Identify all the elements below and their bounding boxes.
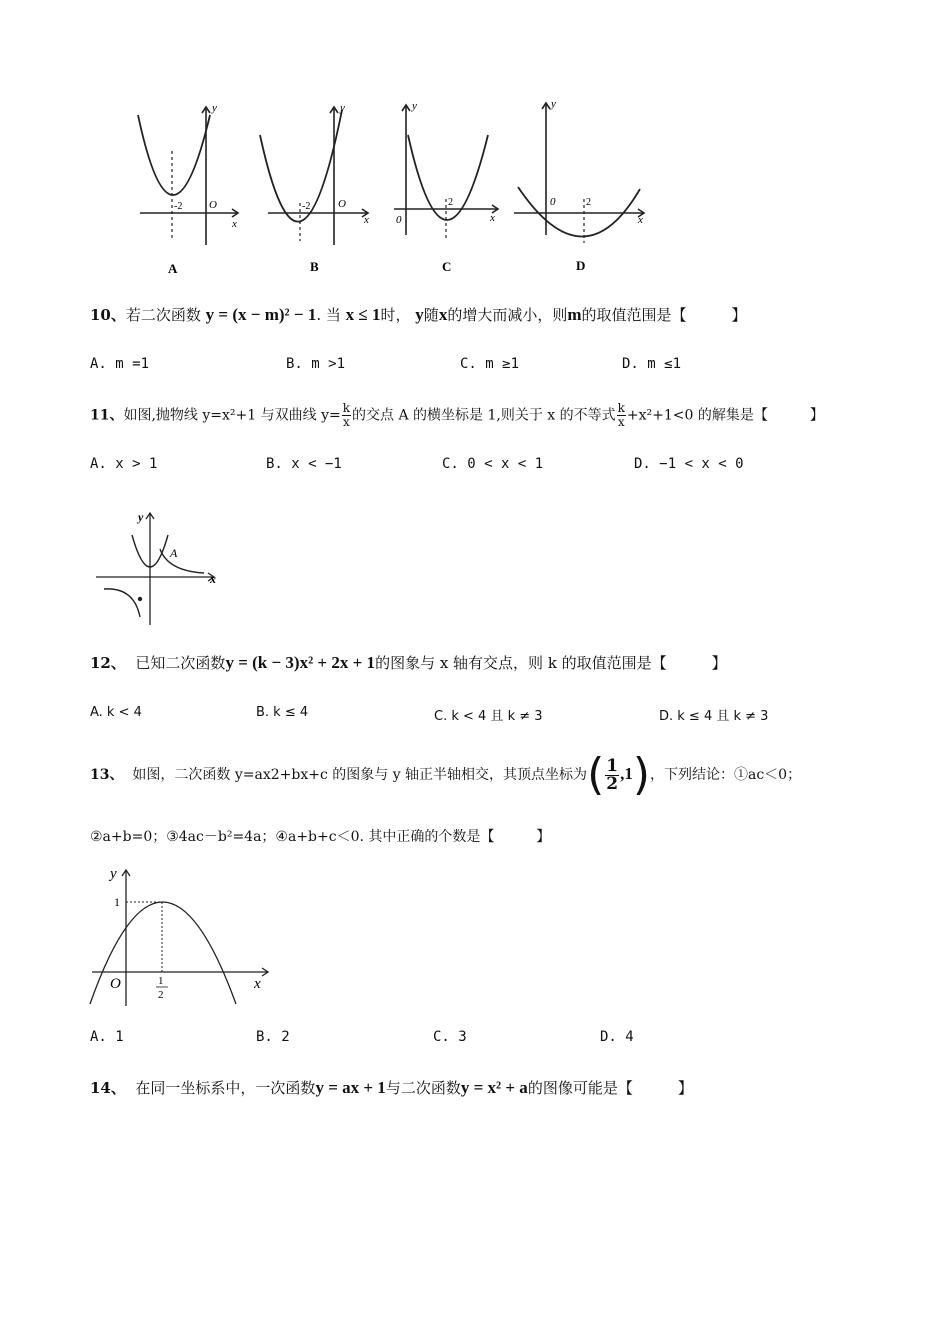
q13-option-a[interactable]: A. 1 <box>90 1029 124 1045</box>
q11-option-b[interactable]: B. x < −1 <box>266 456 342 472</box>
fig-c-x: x <box>490 212 495 224</box>
q13-fig-y: y <box>110 866 117 882</box>
q11-fraction-2 <box>617 402 626 429</box>
q10-var-x: x <box>438 305 448 324</box>
q13-fig-half-num: 1 <box>158 975 164 987</box>
q11-frac2-num: k <box>617 401 625 415</box>
q13-option-d[interactable]: D. 4 <box>600 1029 634 1045</box>
q10-var-m: m <box>567 305 582 324</box>
q11-option-d[interactable]: D. −1 < x < 0 <box>634 456 744 472</box>
fig-a-origin: O <box>209 199 217 211</box>
q13-text1: 如图，二次函数 y=ax2+bx+c 的图象与 y 轴正半轴相交，其顶点坐标为 <box>132 767 588 783</box>
q12-formula: y = (k − 3)x² + 2x + 1 <box>225 653 376 672</box>
fig-a-y: y <box>212 102 217 114</box>
q13-paren-right: ) <box>632 749 650 800</box>
fig-b-origin: O <box>338 198 346 210</box>
fig-d-label: D <box>576 258 586 273</box>
q13-option-c[interactable]: C. 3 <box>433 1029 467 1045</box>
fig-d-x: x <box>638 214 643 226</box>
q10-option-b[interactable]: B. m >1 <box>286 356 346 372</box>
q11-fig-a: A <box>170 546 178 560</box>
q13-figure <box>86 860 276 1010</box>
q10-option-c[interactable]: C. m ≥1 <box>460 356 520 372</box>
q10-text-mid3: 随 <box>423 306 439 324</box>
q12-number: 12、 <box>90 654 126 672</box>
q13-vertex-num: 1 <box>606 755 619 776</box>
q10-text-mid: . 当 <box>316 306 341 324</box>
q11-option-a[interactable]: A. x > 1 <box>90 456 158 472</box>
q12-option-b[interactable]: B. k ≤ 4 <box>256 705 309 720</box>
fig-c-y: y <box>412 100 417 112</box>
fig-b-y: y <box>340 102 345 114</box>
q13-option-b[interactable]: B. 2 <box>256 1029 290 1045</box>
q10-text-end: 的取值范围是【 】 <box>581 306 747 324</box>
q13-fig-one: 1 <box>114 895 120 909</box>
fig-c-label: C <box>442 259 452 274</box>
q13-paren-left: ( <box>587 749 605 800</box>
q14-formula-2: y = x² + a <box>460 1078 528 1097</box>
q11-fig-x: x <box>210 572 216 586</box>
q11-option-c[interactable]: C. 0 < x < 1 <box>442 456 544 472</box>
q14-number: 14、 <box>90 1079 126 1097</box>
q11-text2: 的交点 A 的横坐标是 1,则关于 x 的不等式 <box>352 407 616 424</box>
q14-stem <box>90 1077 693 1099</box>
q10-text-mid2: 时， <box>380 306 411 324</box>
fig-b <box>260 107 368 245</box>
q10-option-a[interactable]: A. m =1 <box>90 356 150 372</box>
q11-text1: 如图,抛物线 y=x²+1 与双曲线 y= <box>123 407 341 424</box>
fig-c-origin: 0 <box>396 214 402 226</box>
q11-fraction-1 <box>342 402 351 429</box>
q10-number: 10、 <box>90 306 126 324</box>
q10-option-d[interactable]: D. m ≤1 <box>622 356 682 372</box>
q14-text-pre: 在同一坐标系中，一次函数 <box>135 1079 316 1097</box>
fig-d <box>514 103 644 243</box>
q14-text-mid: 与二次函数 <box>385 1079 461 1097</box>
fig-d-tick: 2 <box>586 197 591 208</box>
fig-a <box>138 107 238 245</box>
q14-formula-1: y = ax + 1 <box>315 1078 386 1097</box>
q13-vertex-y: ,1 <box>620 764 633 783</box>
q12-text-pre: 已知二次函数 <box>135 654 226 672</box>
fig-c-tick: 2 <box>448 197 453 208</box>
q12-stem <box>90 652 727 674</box>
q13-line2: ②a+b=0；③4ac－b²=4a；④a+b+c＜0. 其中正确的个数是【 】 <box>90 829 551 845</box>
q11-frac1-den: x <box>342 415 350 429</box>
q10-stem <box>90 304 747 326</box>
q12-option-d[interactable]: D. k ≤ 4 且 k ≠ 3 <box>659 709 769 724</box>
q10-var-y: y <box>415 305 424 324</box>
fig-b-x: x <box>364 214 369 226</box>
fig-d-y: y <box>551 98 556 110</box>
q10-cond: x ≤ 1 <box>345 305 381 324</box>
q10-text-mid4: 的增大而减小，则 <box>447 306 568 324</box>
q12-option-a[interactable]: A. k < 4 <box>90 705 142 720</box>
q13-vertex-frac <box>605 755 619 794</box>
q11-stem <box>90 402 824 429</box>
fig-c <box>394 105 498 241</box>
q13-stem <box>90 749 802 800</box>
q12-option-c[interactable]: C. k < 4 且 k ≠ 3 <box>434 709 543 724</box>
q11-fig-y: y <box>138 510 144 524</box>
q13-fig-half-den: 2 <box>158 989 164 1001</box>
q12-text-end: 的图象与 x 轴有交点，则 k 的取值范围是【 】 <box>375 654 727 672</box>
q13-number: 13、 <box>90 767 124 783</box>
q13-fig-x: x <box>254 976 261 992</box>
q13-fig-origin: O <box>110 976 121 992</box>
fig-a-x: x <box>232 218 237 230</box>
fig-a-label: A <box>168 261 178 276</box>
q11-frac2-den: x <box>617 415 625 429</box>
q13-vertex-den: 2 <box>606 773 619 794</box>
fig-b-label: B <box>310 259 319 274</box>
q13-text2: ，下列结论：①ac＜0； <box>650 767 802 783</box>
q10-text-pre: 若二次函数 <box>125 306 201 324</box>
fig-d-origin: 0 <box>550 196 556 208</box>
q10-formula: y = (x − m)² − 1 <box>205 305 317 324</box>
q9-figures <box>110 95 650 285</box>
fig-b-tick: -2 <box>302 201 311 212</box>
q14-text-end: 的图像可能是【 】 <box>527 1079 693 1097</box>
q11-number: 11、 <box>90 407 124 424</box>
q11-figure <box>94 505 224 630</box>
q11-text3: +x²+1<0 的解集是【 】 <box>626 407 824 424</box>
fig-a-tick: -2 <box>174 201 183 212</box>
q11-frac1-num: k <box>342 401 350 415</box>
